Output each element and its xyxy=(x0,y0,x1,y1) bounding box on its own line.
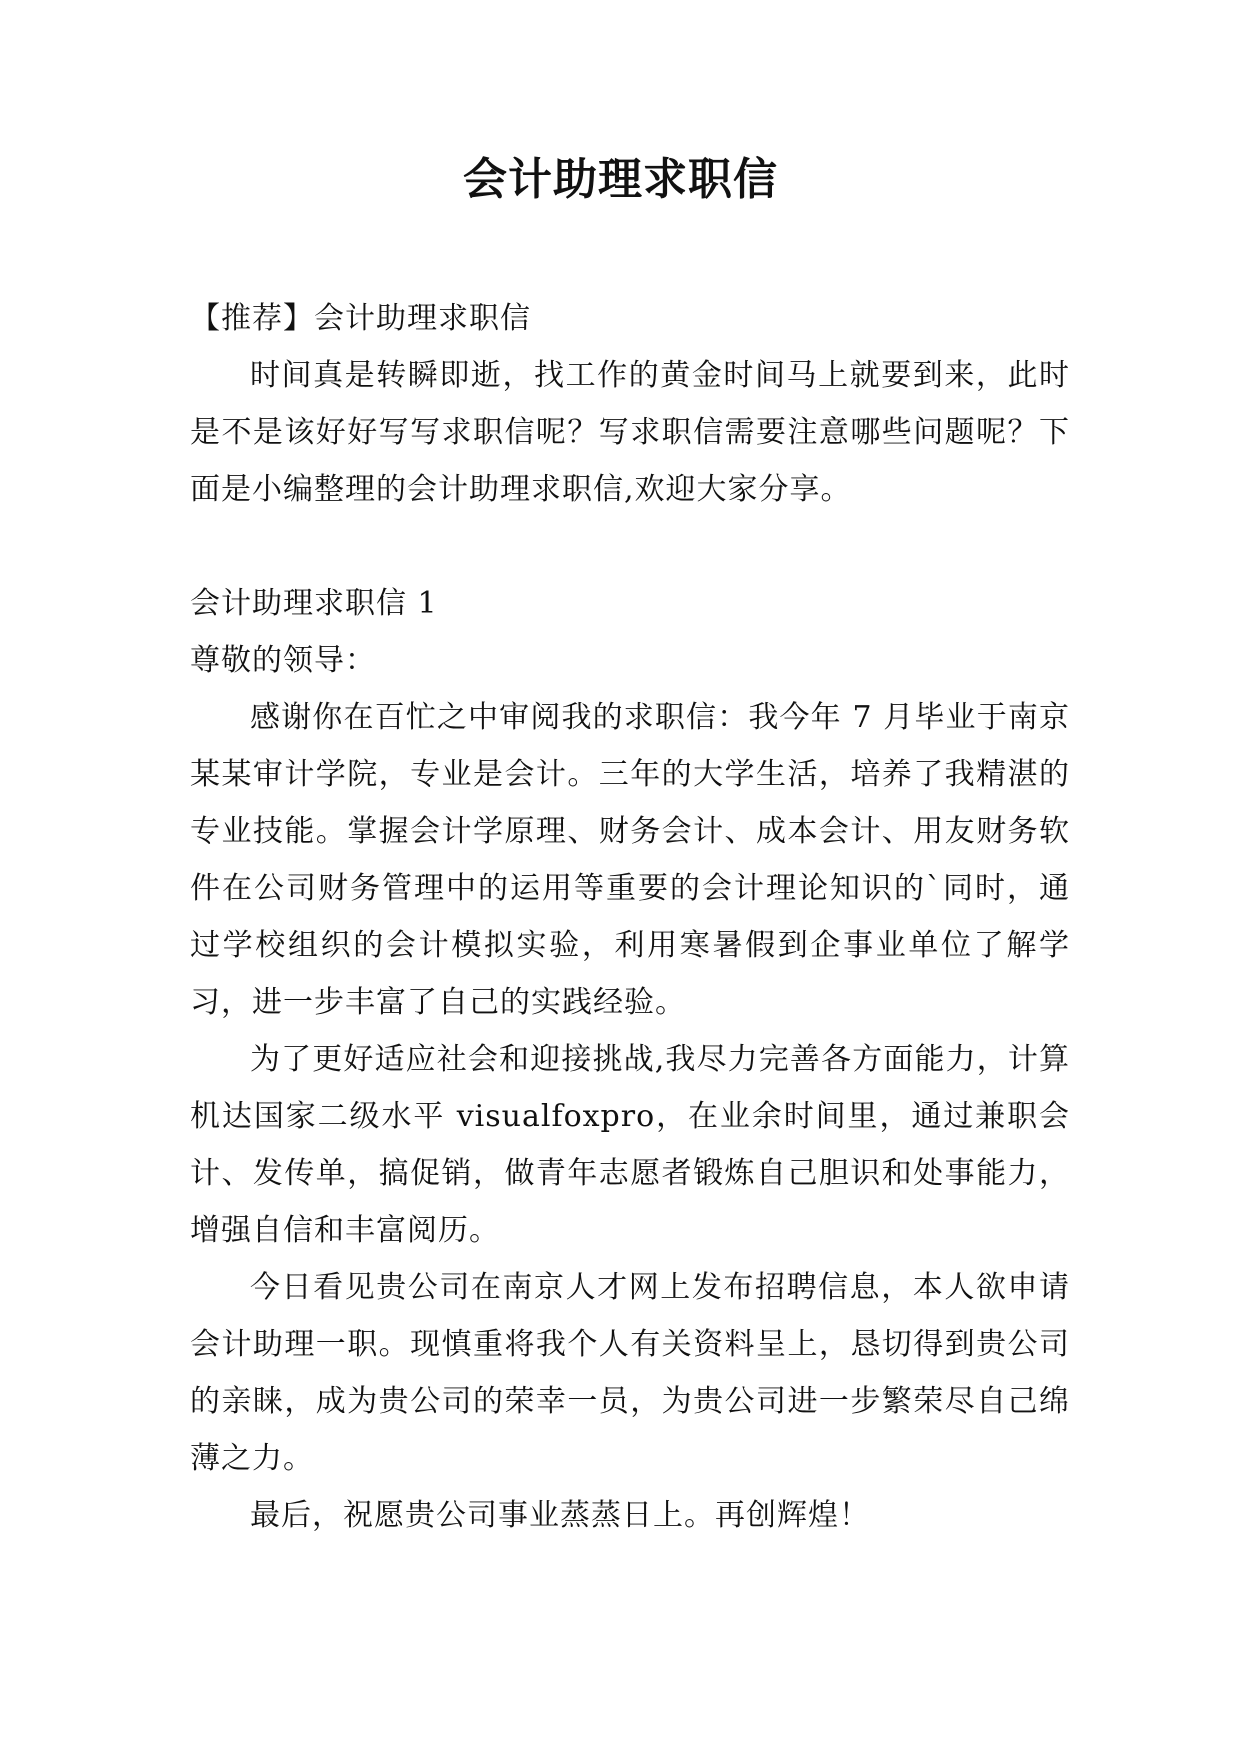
salutation: 尊敬的领导： xyxy=(190,643,376,678)
letter-heading: 会计助理求职信 1 xyxy=(190,586,438,621)
document-title: 会计助理求职信 xyxy=(463,154,778,205)
letter-paragraph-3: 今日看见贵公司在南京人才网上发布招聘信息，本人欲申请会计助理一职。现慎重将我个人有关资料呈上，恳切得到贵公司的亲睐，成为贵公司的荣幸一员，为贵公司进一步繁荣尽自己绵薄之力。 xyxy=(190,1270,1070,1476)
recommend-line: 【推荐】会计助理求职信 xyxy=(190,301,531,336)
letter-paragraph-2: 为了更好适应社会和迎接挑战,我尽力完善各方面能力，计算机达国家二级水平 visualfoxpro，在业余时间里，通过兼职会计、发传单，搞促销，做青年志愿者锻炼自己胆识和处事能力，增强自信和丰富阅历。 xyxy=(190,1042,1070,1248)
letter-paragraph-1: 感谢你在百忙之中审阅我的求职信：我今年 7 月毕业于南京某某审计学院，专业是会计。三年的大学生活，培养了我精湛的专业技能。掌握会计学原理、财务会计、成本会计、用友财务软件在公司财务管理中的运用等重要的会计理论知识的`同时，通过学校组织的会计模拟实验，利用寒暑假到企事业单位了解学习，进一步丰富了自己的实践经验。 xyxy=(190,700,1070,1020)
document-body xyxy=(190,290,1070,1544)
section-spacer xyxy=(190,518,1070,575)
intro-paragraph: 时间真是转瞬即逝，找工作的黄金时间马上就要到来，此时是不是该好好写写求职信呢？写求职信需要注意哪些问题呢？下面是小编整理的会计助理求职信,欢迎大家分享。 xyxy=(190,358,1070,507)
letter-paragraph-4: 最后，祝愿贵公司事业蒸蒸日上。再创辉煌！ xyxy=(250,1498,870,1533)
